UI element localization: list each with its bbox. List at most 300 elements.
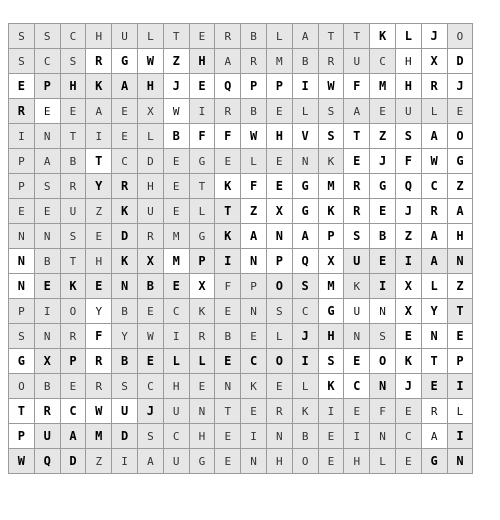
letter-cell[interactable]: Q [34, 449, 60, 474]
letter-cell[interactable]: E [137, 349, 163, 374]
letter-cell[interactable]: E [266, 99, 292, 124]
letter-cell[interactable]: I [447, 374, 473, 399]
letter-cell[interactable]: F [395, 149, 421, 174]
letter-cell[interactable]: I [112, 449, 138, 474]
letter-cell[interactable]: E [395, 324, 421, 349]
letter-cell[interactable]: G [292, 199, 318, 224]
letter-cell[interactable]: A [34, 149, 60, 174]
letter-cell[interactable]: E [447, 324, 473, 349]
letter-cell[interactable]: C [60, 399, 86, 424]
letter-cell[interactable]: E [447, 99, 473, 124]
letter-cell[interactable]: G [447, 149, 473, 174]
letter-cell[interactable]: E [344, 149, 370, 174]
letter-cell[interactable]: E [163, 174, 189, 199]
letter-cell[interactable]: T [215, 199, 241, 224]
letter-cell[interactable]: N [447, 449, 473, 474]
letter-cell[interactable]: W [137, 324, 163, 349]
letter-cell[interactable]: S [34, 174, 60, 199]
letter-cell[interactable]: I [292, 349, 318, 374]
letter-cell[interactable]: T [189, 174, 215, 199]
letter-cell[interactable]: K [370, 24, 396, 49]
letter-cell[interactable]: J [447, 74, 473, 99]
letter-cell[interactable]: L [370, 449, 396, 474]
letter-cell[interactable]: N [34, 224, 60, 249]
letter-cell[interactable]: W [86, 399, 112, 424]
letter-cell[interactable]: R [86, 374, 112, 399]
letter-cell[interactable]: L [395, 24, 421, 49]
letter-cell[interactable]: P [241, 274, 267, 299]
letter-cell[interactable]: P [9, 424, 35, 449]
letter-cell[interactable]: I [86, 124, 112, 149]
letter-cell[interactable]: L [137, 24, 163, 49]
letter-cell[interactable]: U [344, 49, 370, 74]
letter-cell[interactable]: O [266, 274, 292, 299]
letter-cell[interactable]: C [344, 374, 370, 399]
letter-cell[interactable]: B [292, 424, 318, 449]
letter-cell[interactable]: T [447, 299, 473, 324]
letter-cell[interactable]: Q [292, 249, 318, 274]
letter-cell[interactable]: I [447, 424, 473, 449]
letter-cell[interactable]: T [163, 24, 189, 49]
letter-cell[interactable]: N [9, 249, 35, 274]
letter-cell[interactable]: R [266, 399, 292, 424]
letter-cell[interactable]: J [421, 24, 447, 49]
letter-cell[interactable]: S [60, 224, 86, 249]
letter-cell[interactable]: X [34, 349, 60, 374]
letter-cell[interactable]: R [421, 74, 447, 99]
letter-cell[interactable]: X [266, 199, 292, 224]
letter-cell[interactable]: E [395, 449, 421, 474]
letter-cell[interactable]: T [9, 399, 35, 424]
letter-cell[interactable]: G [318, 299, 344, 324]
letter-cell[interactable]: T [60, 124, 86, 149]
letter-cell[interactable]: U [163, 399, 189, 424]
letter-cell[interactable]: E [370, 199, 396, 224]
letter-cell[interactable]: C [241, 349, 267, 374]
letter-cell[interactable]: P [60, 349, 86, 374]
letter-cell[interactable]: Y [421, 299, 447, 324]
letter-cell[interactable]: I [318, 399, 344, 424]
letter-cell[interactable]: I [9, 124, 35, 149]
letter-cell[interactable]: G [292, 174, 318, 199]
letter-cell[interactable]: E [189, 74, 215, 99]
letter-cell[interactable]: N [215, 374, 241, 399]
letter-cell[interactable]: E [34, 199, 60, 224]
letter-cell[interactable]: Q [395, 174, 421, 199]
letter-cell[interactable]: P [447, 349, 473, 374]
letter-cell[interactable]: O [292, 449, 318, 474]
letter-cell[interactable]: G [189, 224, 215, 249]
letter-cell[interactable]: E [189, 24, 215, 49]
letter-cell[interactable]: Y [86, 299, 112, 324]
letter-cell[interactable]: S [370, 324, 396, 349]
letter-cell[interactable]: T [344, 24, 370, 49]
letter-cell[interactable]: E [60, 99, 86, 124]
letter-cell[interactable]: D [112, 424, 138, 449]
letter-cell[interactable]: B [370, 224, 396, 249]
letter-cell[interactable]: W [421, 149, 447, 174]
letter-cell[interactable]: K [344, 274, 370, 299]
letter-cell[interactable]: B [241, 99, 267, 124]
letter-cell[interactable]: R [344, 174, 370, 199]
letter-cell[interactable]: E [370, 99, 396, 124]
letter-cell[interactable]: L [189, 199, 215, 224]
letter-cell[interactable]: W [137, 49, 163, 74]
letter-cell[interactable]: B [215, 324, 241, 349]
letter-cell[interactable]: N [370, 424, 396, 449]
letter-cell[interactable]: S [395, 124, 421, 149]
letter-cell[interactable]: R [241, 49, 267, 74]
letter-cell[interactable]: E [9, 199, 35, 224]
letter-cell[interactable]: Z [241, 199, 267, 224]
letter-cell[interactable]: O [447, 24, 473, 49]
letter-cell[interactable]: K [318, 374, 344, 399]
letter-cell[interactable]: M [86, 424, 112, 449]
letter-cell[interactable]: N [344, 324, 370, 349]
letter-cell[interactable]: K [395, 349, 421, 374]
letter-cell[interactable]: T [86, 149, 112, 174]
letter-cell[interactable]: E [215, 449, 241, 474]
letter-cell[interactable]: N [34, 324, 60, 349]
letter-cell[interactable]: M [370, 74, 396, 99]
letter-cell[interactable]: C [421, 174, 447, 199]
letter-cell[interactable]: F [215, 124, 241, 149]
letter-cell[interactable]: H [266, 124, 292, 149]
letter-cell[interactable]: F [241, 174, 267, 199]
letter-cell[interactable]: M [163, 224, 189, 249]
letter-cell[interactable]: B [137, 274, 163, 299]
letter-cell[interactable]: H [137, 174, 163, 199]
letter-cell[interactable]: U [163, 449, 189, 474]
letter-cell[interactable]: E [241, 324, 267, 349]
letter-cell[interactable]: S [34, 24, 60, 49]
letter-cell[interactable]: E [112, 124, 138, 149]
letter-cell[interactable]: N [9, 274, 35, 299]
letter-cell[interactable]: J [395, 199, 421, 224]
letter-cell[interactable]: S [318, 124, 344, 149]
letter-cell[interactable]: T [318, 24, 344, 49]
letter-cell[interactable]: B [60, 149, 86, 174]
letter-cell[interactable]: R [137, 224, 163, 249]
letter-cell[interactable]: L [447, 399, 473, 424]
letter-cell[interactable]: G [112, 49, 138, 74]
letter-cell[interactable]: F [370, 399, 396, 424]
letter-cell[interactable]: C [163, 424, 189, 449]
letter-cell[interactable]: A [86, 99, 112, 124]
letter-cell[interactable]: N [266, 424, 292, 449]
letter-cell[interactable]: J [395, 374, 421, 399]
letter-cell[interactable]: K [112, 249, 138, 274]
letter-cell[interactable]: N [241, 249, 267, 274]
letter-cell[interactable]: I [189, 99, 215, 124]
letter-cell[interactable]: H [60, 74, 86, 99]
letter-cell[interactable]: X [395, 299, 421, 324]
letter-cell[interactable]: S [292, 274, 318, 299]
letter-cell[interactable]: P [266, 74, 292, 99]
letter-cell[interactable]: Z [447, 274, 473, 299]
letter-cell[interactable]: Y [86, 174, 112, 199]
letter-cell[interactable]: O [9, 374, 35, 399]
letter-cell[interactable]: E [395, 399, 421, 424]
letter-cell[interactable]: W [9, 449, 35, 474]
letter-cell[interactable]: K [318, 149, 344, 174]
letter-cell[interactable]: W [241, 124, 267, 149]
letter-cell[interactable]: B [34, 249, 60, 274]
letter-cell[interactable]: A [292, 224, 318, 249]
letter-cell[interactable]: P [189, 249, 215, 274]
letter-cell[interactable]: S [9, 49, 35, 74]
letter-cell[interactable]: U [60, 199, 86, 224]
letter-cell[interactable]: X [137, 249, 163, 274]
letter-cell[interactable]: A [60, 424, 86, 449]
letter-cell[interactable]: Z [370, 124, 396, 149]
letter-cell[interactable]: E [189, 374, 215, 399]
letter-cell[interactable]: E [163, 199, 189, 224]
letter-cell[interactable]: K [241, 374, 267, 399]
letter-cell[interactable]: P [9, 174, 35, 199]
letter-cell[interactable]: D [60, 449, 86, 474]
letter-cell[interactable]: U [34, 424, 60, 449]
letter-cell[interactable]: U [137, 199, 163, 224]
letter-cell[interactable]: C [60, 24, 86, 49]
letter-cell[interactable]: S [318, 349, 344, 374]
letter-cell[interactable]: A [421, 124, 447, 149]
letter-cell[interactable]: N [112, 274, 138, 299]
letter-cell[interactable]: Z [163, 49, 189, 74]
letter-cell[interactable]: T [421, 349, 447, 374]
letter-cell[interactable]: X [318, 249, 344, 274]
letter-cell[interactable]: E [163, 149, 189, 174]
letter-cell[interactable]: K [112, 199, 138, 224]
letter-cell[interactable]: I [292, 74, 318, 99]
letter-cell[interactable]: R [189, 324, 215, 349]
letter-cell[interactable]: N [292, 149, 318, 174]
letter-cell[interactable]: S [9, 24, 35, 49]
letter-cell[interactable]: L [421, 274, 447, 299]
letter-cell[interactable]: E [241, 399, 267, 424]
letter-cell[interactable]: R [86, 49, 112, 74]
letter-cell[interactable]: P [266, 249, 292, 274]
letter-cell[interactable]: N [241, 299, 267, 324]
letter-cell[interactable]: L [266, 324, 292, 349]
letter-cell[interactable]: E [215, 149, 241, 174]
letter-cell[interactable]: P [34, 74, 60, 99]
letter-cell[interactable]: I [344, 424, 370, 449]
letter-cell[interactable]: E [318, 424, 344, 449]
letter-cell[interactable]: N [34, 124, 60, 149]
letter-cell[interactable]: R [34, 399, 60, 424]
letter-cell[interactable]: X [137, 99, 163, 124]
letter-cell[interactable]: E [318, 449, 344, 474]
letter-cell[interactable]: A [421, 424, 447, 449]
letter-cell[interactable]: C [292, 299, 318, 324]
letter-cell[interactable]: K [215, 174, 241, 199]
letter-cell[interactable]: E [215, 299, 241, 324]
letter-cell[interactable]: F [189, 124, 215, 149]
letter-cell[interactable]: X [421, 49, 447, 74]
letter-cell[interactable]: U [395, 99, 421, 124]
letter-cell[interactable]: A [241, 224, 267, 249]
letter-cell[interactable]: K [292, 399, 318, 424]
letter-cell[interactable]: X [189, 274, 215, 299]
letter-cell[interactable]: S [60, 49, 86, 74]
letter-cell[interactable]: F [215, 274, 241, 299]
letter-cell[interactable]: H [395, 49, 421, 74]
letter-cell[interactable]: Q [215, 74, 241, 99]
letter-cell[interactable]: H [189, 424, 215, 449]
letter-cell[interactable]: M [163, 249, 189, 274]
letter-cell[interactable]: B [112, 349, 138, 374]
letter-cell[interactable]: N [189, 399, 215, 424]
letter-cell[interactable]: R [215, 24, 241, 49]
letter-cell[interactable]: G [421, 449, 447, 474]
letter-cell[interactable]: R [421, 399, 447, 424]
letter-cell[interactable]: D [137, 149, 163, 174]
letter-cell[interactable]: I [241, 424, 267, 449]
letter-cell[interactable]: O [447, 124, 473, 149]
letter-cell[interactable]: O [60, 299, 86, 324]
letter-cell[interactable]: E [34, 99, 60, 124]
letter-cell[interactable]: B [241, 24, 267, 49]
letter-cell[interactable]: H [344, 449, 370, 474]
letter-cell[interactable]: O [266, 349, 292, 374]
letter-cell[interactable]: R [318, 49, 344, 74]
letter-cell[interactable]: E [34, 274, 60, 299]
letter-cell[interactable]: N [241, 449, 267, 474]
letter-cell[interactable]: E [86, 224, 112, 249]
letter-cell[interactable]: U [344, 299, 370, 324]
letter-cell[interactable]: I [163, 324, 189, 349]
letter-cell[interactable]: B [292, 49, 318, 74]
letter-cell[interactable]: P [318, 224, 344, 249]
letter-cell[interactable]: N [370, 299, 396, 324]
letter-cell[interactable]: E [86, 274, 112, 299]
letter-cell[interactable]: Z [447, 174, 473, 199]
letter-cell[interactable]: R [86, 349, 112, 374]
letter-cell[interactable]: E [266, 174, 292, 199]
letter-cell[interactable]: N [266, 224, 292, 249]
letter-cell[interactable]: H [189, 49, 215, 74]
letter-cell[interactable]: A [137, 449, 163, 474]
letter-cell[interactable]: L [241, 149, 267, 174]
letter-cell[interactable]: I [34, 299, 60, 324]
letter-cell[interactable]: H [86, 24, 112, 49]
letter-cell[interactable]: B [34, 374, 60, 399]
letter-cell[interactable]: C [163, 299, 189, 324]
letter-cell[interactable]: M [318, 274, 344, 299]
letter-cell[interactable]: L [137, 124, 163, 149]
letter-cell[interactable]: U [112, 24, 138, 49]
letter-cell[interactable]: E [370, 249, 396, 274]
letter-cell[interactable]: J [137, 399, 163, 424]
letter-cell[interactable]: C [34, 49, 60, 74]
letter-cell[interactable]: Z [86, 449, 112, 474]
letter-cell[interactable]: Y [112, 324, 138, 349]
letter-cell[interactable]: C [112, 149, 138, 174]
letter-cell[interactable]: T [344, 124, 370, 149]
letter-cell[interactable]: W [163, 99, 189, 124]
letter-cell[interactable]: H [318, 324, 344, 349]
letter-cell[interactable]: E [137, 299, 163, 324]
letter-cell[interactable]: E [266, 149, 292, 174]
letter-cell[interactable]: B [163, 124, 189, 149]
letter-cell[interactable]: L [292, 99, 318, 124]
letter-cell[interactable]: H [163, 374, 189, 399]
letter-cell[interactable]: N [447, 249, 473, 274]
letter-cell[interactable]: J [292, 324, 318, 349]
letter-cell[interactable]: S [137, 424, 163, 449]
letter-cell[interactable]: O [370, 349, 396, 374]
letter-cell[interactable]: I [370, 274, 396, 299]
letter-cell[interactable]: M [318, 174, 344, 199]
letter-cell[interactable]: N [421, 324, 447, 349]
letter-cell[interactable]: C [370, 49, 396, 74]
letter-cell[interactable]: J [370, 149, 396, 174]
letter-cell[interactable]: D [447, 49, 473, 74]
letter-cell[interactable]: U [344, 249, 370, 274]
letter-cell[interactable]: N [370, 374, 396, 399]
letter-cell[interactable]: Z [395, 224, 421, 249]
letter-cell[interactable]: E [266, 374, 292, 399]
letter-cell[interactable]: M [266, 49, 292, 74]
letter-cell[interactable]: R [421, 199, 447, 224]
letter-cell[interactable]: A [344, 99, 370, 124]
letter-cell[interactable]: K [60, 274, 86, 299]
letter-cell[interactable]: K [318, 199, 344, 224]
letter-cell[interactable]: E [421, 374, 447, 399]
letter-cell[interactable]: S [9, 324, 35, 349]
letter-cell[interactable]: T [60, 249, 86, 274]
letter-cell[interactable]: C [395, 424, 421, 449]
letter-cell[interactable]: G [189, 149, 215, 174]
letter-cell[interactable]: L [163, 349, 189, 374]
letter-cell[interactable]: G [370, 174, 396, 199]
letter-cell[interactable]: L [292, 374, 318, 399]
letter-cell[interactable]: R [9, 99, 35, 124]
letter-cell[interactable]: H [447, 224, 473, 249]
letter-cell[interactable]: E [215, 349, 241, 374]
letter-cell[interactable]: R [60, 324, 86, 349]
letter-cell[interactable]: K [215, 224, 241, 249]
letter-cell[interactable]: Z [86, 199, 112, 224]
letter-cell[interactable]: L [266, 24, 292, 49]
letter-cell[interactable]: P [9, 149, 35, 174]
letter-cell[interactable]: N [9, 224, 35, 249]
letter-cell[interactable]: E [163, 274, 189, 299]
letter-cell[interactable]: X [395, 274, 421, 299]
letter-cell[interactable]: V [292, 124, 318, 149]
letter-cell[interactable]: T [215, 399, 241, 424]
letter-cell[interactable]: F [86, 324, 112, 349]
letter-cell[interactable]: P [241, 74, 267, 99]
letter-cell[interactable]: F [344, 74, 370, 99]
letter-cell[interactable]: A [421, 224, 447, 249]
letter-cell[interactable]: G [9, 349, 35, 374]
letter-cell[interactable]: I [395, 249, 421, 274]
letter-cell[interactable]: R [215, 99, 241, 124]
letter-cell[interactable]: B [112, 299, 138, 324]
letter-cell[interactable]: E [60, 374, 86, 399]
letter-cell[interactable]: S [112, 374, 138, 399]
letter-cell[interactable]: D [112, 224, 138, 249]
letter-cell[interactable]: C [137, 374, 163, 399]
letter-cell[interactable]: R [344, 199, 370, 224]
letter-cell[interactable]: E [344, 349, 370, 374]
letter-cell[interactable]: H [395, 74, 421, 99]
letter-cell[interactable]: U [112, 399, 138, 424]
letter-cell[interactable]: A [215, 49, 241, 74]
letter-cell[interactable]: H [86, 249, 112, 274]
